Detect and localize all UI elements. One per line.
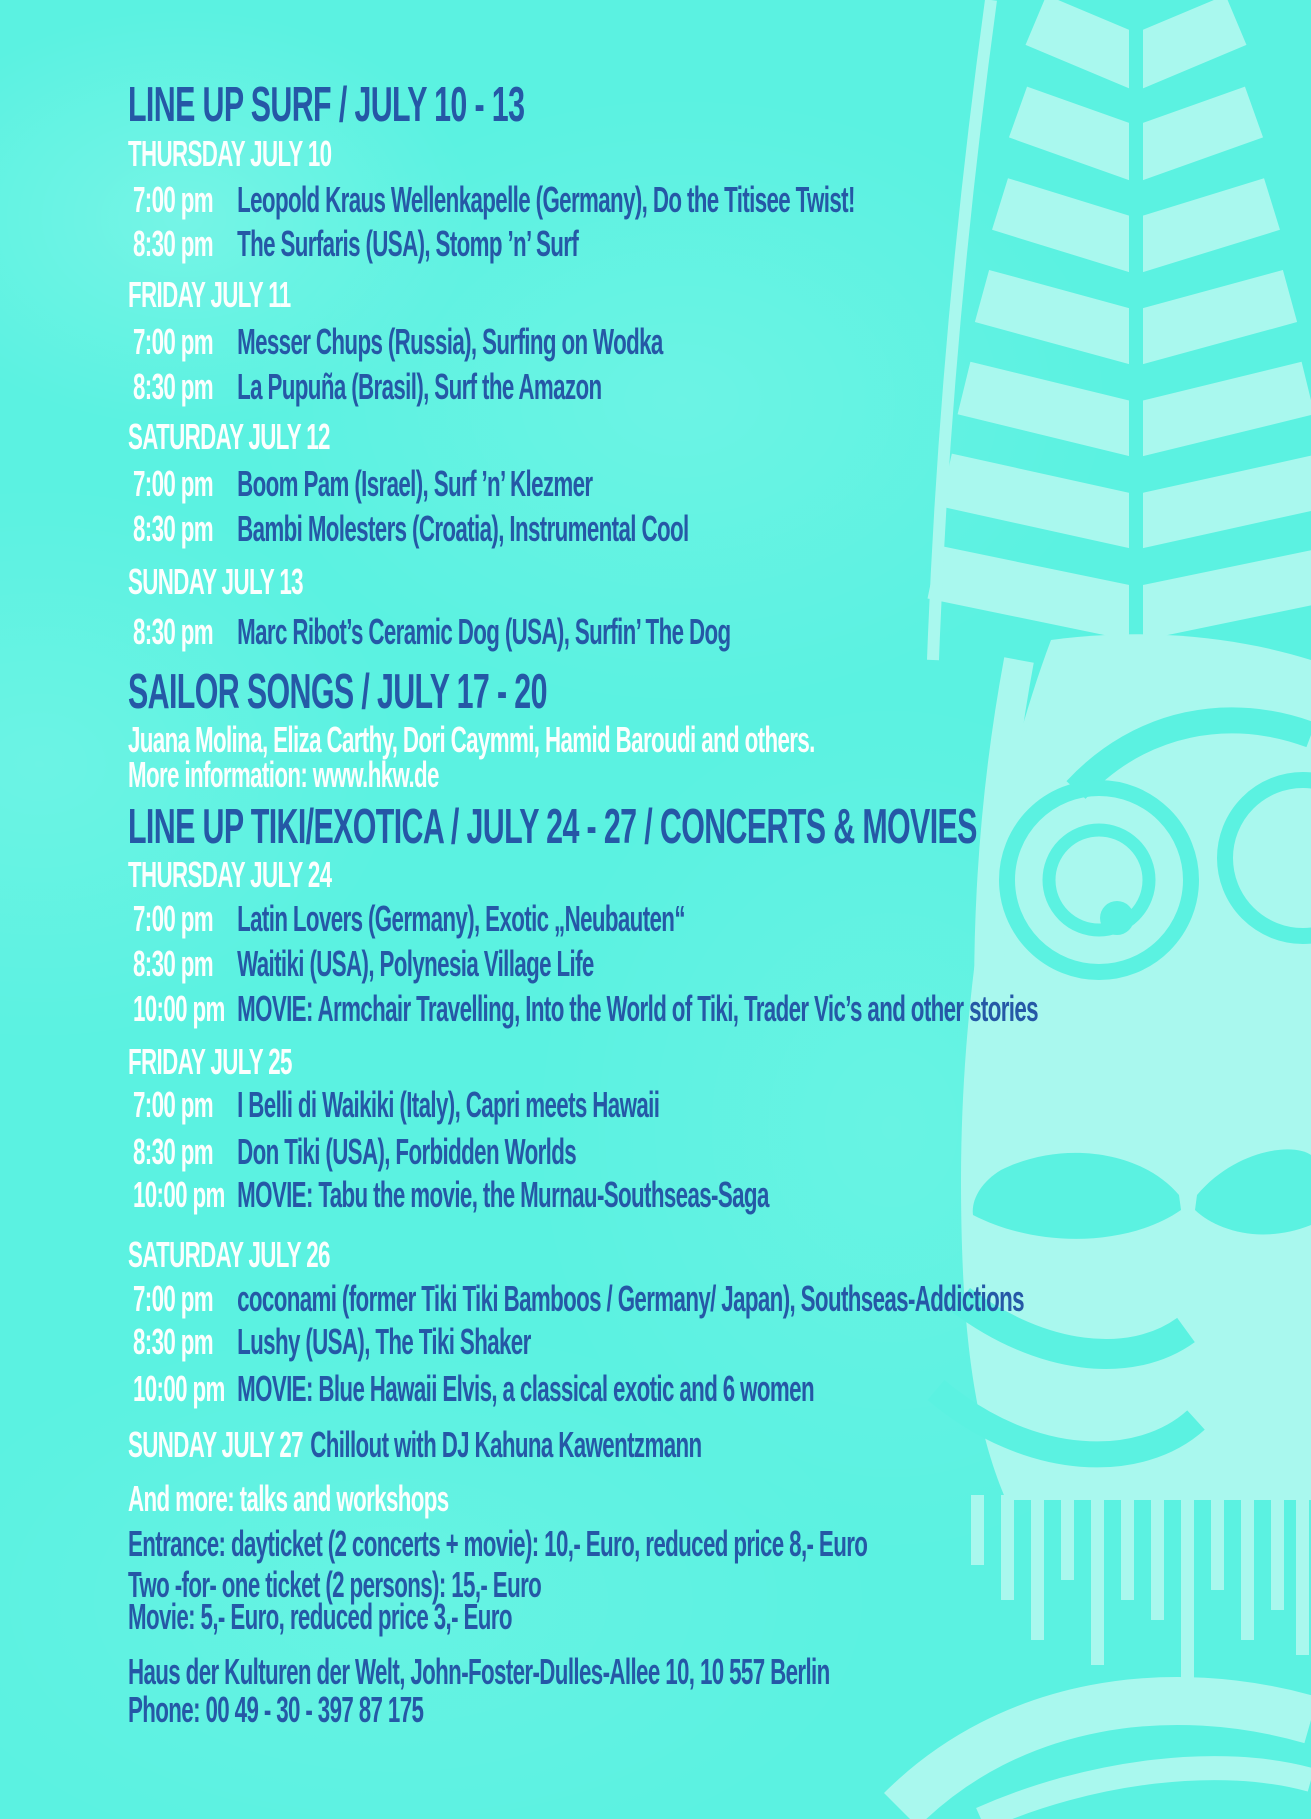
venue-address-line: Haus der Kulturen der Welt, John-Foster-Dulles-Allee 10, 10 557 Berlin	[128, 1651, 830, 1692]
event-text: Latin Lovers (Germany), Exotic „Neubauten“	[237, 898, 685, 939]
event-row	[128, 510, 689, 549]
day-header: THURSDAY JULY 10	[128, 133, 332, 174]
event-text: Waitiki (USA), Polynesia Village Life	[237, 943, 594, 984]
event-time: 7:00 pm	[132, 898, 213, 939]
pricing-two-for-one-line: Two -for- one ticket (2 persons): 15,- Euro	[128, 1564, 542, 1605]
sailor-artists-line: Juana Molina, Eliza Carthy, Dori Caymmi, Hamid Baroudi and others.	[128, 719, 815, 760]
event-time: 8:30 pm	[132, 223, 213, 264]
event-time: 7:00 pm	[132, 1084, 213, 1125]
pricing-movie-line: Movie: 5,- Euro, reduced price 3,- Euro	[128, 1596, 512, 1637]
event-text: Messer Chups (Russia), Surfing on Wodka	[237, 321, 663, 362]
event-text: Don Tiki (USA), Forbidden Worlds	[237, 1131, 577, 1172]
tiki-mouth-teeth	[971, 1495, 1309, 1680]
event-time: 7:00 pm	[132, 179, 213, 220]
event-text: MOVIE: Blue Hawaii Elvis, a classical exotic and 6 women	[237, 1368, 814, 1409]
event-time: 10:00 pm	[132, 988, 225, 1029]
event-text: Boom Pam (Israel), Surf ’n’ Klezmer	[237, 463, 593, 504]
event-text: I Belli di Waikiki (Italy), Capri meets Hawaii	[237, 1084, 660, 1125]
event-row	[128, 945, 594, 984]
section-title-sailor: SAILOR SONGS / JULY 17 - 20	[128, 665, 547, 719]
event-time: 10:00 pm	[132, 1174, 225, 1215]
event-text: MOVIE: Armchair Travelling, Into the World of Tiki, Trader Vic’s and other stories	[237, 988, 1038, 1029]
event-row	[128, 1370, 814, 1409]
event-text: Chillout with DJ Kahuna Kawentzmann	[310, 1424, 702, 1465]
event-row	[128, 368, 602, 407]
event-time: 8:30 pm	[132, 943, 213, 984]
event-text: The Surfaris (USA), Stomp ’n’ Surf	[237, 223, 579, 264]
event-row	[128, 1323, 531, 1362]
event-text: Lushy (USA), The Tiki Shaker	[237, 1321, 531, 1362]
tiki-trunk-chevrons	[933, 20, 1311, 614]
event-row	[128, 990, 1038, 1029]
event-text: Bambi Molesters (Croatia), Instrumental Cool	[237, 508, 689, 549]
more-talks-line: And more: talks and workshops	[128, 1478, 449, 1519]
event-time: 8:30 pm	[132, 1321, 213, 1362]
event-time: 8:30 pm	[132, 508, 213, 549]
event-text: Leopold Kraus Wellenkapelle (Germany), Do the Titisee Twist!	[237, 179, 855, 220]
day-header: SUNDAY JULY 13	[128, 561, 303, 602]
section-title-surf: LINE UP SURF / JULY 10 - 13	[128, 78, 525, 132]
event-row	[128, 613, 730, 652]
event-time: 7:00 pm	[132, 1278, 213, 1319]
event-row	[128, 181, 855, 220]
event-row	[128, 225, 578, 264]
event-text: coconami (former Tiki Tiki Bamboos / Germany/ Japan), Southseas-Addictions	[237, 1278, 1024, 1319]
sunday-chillout-row	[128, 1426, 702, 1465]
day-header: FRIDAY JULY 11	[128, 274, 291, 315]
event-row	[128, 1086, 659, 1125]
event-time: 8:30 pm	[132, 1131, 213, 1172]
day-header: THURSDAY JULY 24	[128, 854, 332, 895]
tiki-totem-graphic	[841, 0, 1311, 1819]
day-header: FRIDAY JULY 25	[128, 1041, 292, 1082]
event-row	[128, 900, 685, 939]
event-row	[128, 1133, 576, 1172]
event-text: Marc Ribot’s Ceramic Dog (USA), Surfin’ The Dog	[237, 611, 731, 652]
event-text: MOVIE: Tabu the movie, the Murnau-Southseas-Saga	[237, 1174, 769, 1215]
event-row	[128, 1280, 1024, 1319]
section-title-tiki: LINE UP TIKI/EXOTICA / JULY 24 - 27 / CONCERTS & MOVIES	[128, 800, 977, 854]
event-text: La Pupuña (Brasil), Surf the Amazon	[237, 366, 602, 407]
event-time: 10:00 pm	[132, 1368, 225, 1409]
sailor-info-line: More information: www.hkw.de	[128, 754, 439, 795]
event-time: 8:30 pm	[132, 611, 213, 652]
event-row	[128, 323, 663, 362]
venue-phone-line: Phone: 00 49 - 30 - 397 87 175	[128, 1689, 424, 1730]
event-row	[128, 465, 592, 504]
tiki-trunk-spine	[1129, 0, 1143, 648]
event-time: 8:30 pm	[132, 366, 213, 407]
event-row	[128, 1176, 769, 1215]
tiki-chin-bands	[901, 1701, 1311, 1819]
pricing-dayticket-line: Entrance: dayticket (2 concerts + movie): 10,- Euro, reduced price 8,- Euro	[128, 1523, 868, 1564]
day-header: SATURDAY JULY 26	[128, 1234, 330, 1275]
event-time: 7:00 pm	[132, 463, 213, 504]
event-time: 7:00 pm	[132, 321, 213, 362]
day-header: SATURDAY JULY 12	[128, 416, 330, 457]
day-header: SUNDAY JULY 27	[128, 1424, 303, 1465]
